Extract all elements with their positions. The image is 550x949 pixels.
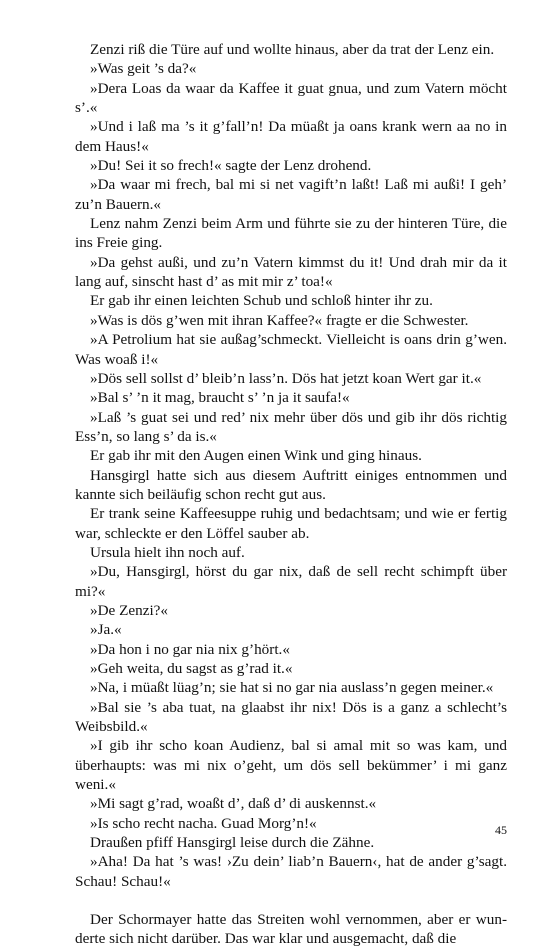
paragraph: »Du, Hansgirgl, hörst du gar nix, daß de sell recht schimpft über mi?« (75, 563, 507, 600)
text-block-upper (75, 40, 507, 891)
paragraph: »I gib ihr scho koan Audienz, bal si amal mit so was kam, und überhaupts: was mi nix o’geht, um dös sell bekümmer’ i mi ganz weni.« (75, 737, 507, 794)
paragraph: »Dera Loas da waar da Kaffee it guat gnua, und zum Vatern möcht s’.« (75, 79, 507, 117)
paragraph: Er gab ihr mit den Augen einen Wink und ging hinaus. (90, 447, 422, 465)
paragraph: »Laß ’s guat sei und red’ nix mehr über dös und gib ihr dös richtig Ess’n, so lang s’ da is.« (75, 408, 507, 445)
paragraph: Ursula hielt ihn noch auf. (90, 543, 245, 561)
paragraph: »Da hon i no gar nia nix g’hört.« (90, 640, 290, 658)
paragraph: »Dös sell sollst d’ bleib’n lass’n. Dös hat jetzt koan Wert gar it.« (90, 369, 482, 387)
paragraph: »Bal sie ’s aba tuat, na glaabst ihr nix! Dös is a ganz a schlecht’s Weibsbild.« (75, 698, 507, 736)
paragraph: »Und i laß ma ’s it g’fall’n! Da müaßt ja oans krank wern aa no in dem Haus!« (75, 118, 507, 155)
section-break (75, 891, 507, 910)
paragraph: »Was geit ’s da?« (90, 60, 197, 78)
paragraph: »Bal s’ ’n it mag, braucht s’ ’n ja it saufa!« (90, 389, 350, 407)
paragraph: »Da waar mi frech, bal mi si net vagift’n laßt! Laß mi außi! I geh’ zu’n Bauern.« (75, 176, 507, 213)
paragraph: »Aha! Da hat ’s was! ›Zu dein’ liab’n Bauern‹, hat de ander g’sagt. Schau! Schau!« (75, 853, 507, 890)
paragraph: »Da gehst außi, und zu’n Vatern kimmst du it! Und drah mir da it lang auf, sinscht hast d’ as mit mir z’ toa!« (75, 253, 507, 291)
paragraph: »Geh weita, du sagst as g’rad it.« (90, 660, 293, 677)
paragraph: Der Schormayer hatte das Streiten wohl vernommen, aber er wunderte sich nicht darüber. Das war klar und ausgemacht, daß die (75, 911, 507, 948)
paragraph: Er trank seine Kaffeesuppe ruhig und bedachtsam; und wie er fertig war, schleckte er den Löffel sauber ab. (75, 505, 507, 542)
paragraph: Lenz nahm Zenzi beim Arm und führte sie zu der hinteren Türe, die ins Freie ging. (75, 215, 507, 252)
text-block-lower (75, 910, 507, 949)
book-page-text (75, 40, 507, 949)
paragraph: »Was is dös g’wen mit ihran Kaffee?« fragte er die Schwester. (90, 311, 469, 329)
paragraph: »Is scho recht nacha. Guad Morg’n!« (90, 814, 317, 832)
paragraph: »Mi sagt g’rad, woaßt d’, daß d’ di auskennst.« (90, 795, 377, 813)
paragraph: »Ja.« (90, 621, 122, 639)
paragraph: »De Zenzi?« (90, 601, 169, 619)
paragraph: Er gab ihr einen leichten Schub und schloß hinter ihr zu. (90, 292, 433, 310)
paragraph: Hansgirgl hatte sich aus diesem Auftritt einiges entnommen und kannte sich beiläufig schon recht gut aus. (75, 466, 507, 503)
paragraph: »Du! Sei it so frech!« sagte der Lenz drohend. (90, 157, 372, 175)
paragraph: »A Petrolium hat sie außag’schmeckt. Vielleicht is oans drin g’wen. Was woaß i!« (75, 331, 507, 368)
page-number: 45 (495, 823, 507, 837)
paragraph: Zenzi riß die Türe auf und wollte hinaus, aber da trat der Lenz ein. (90, 41, 495, 58)
paragraph: Draußen pfiff Hansgirgl leise durch die Zähne. (90, 834, 375, 852)
paragraph: »Na, i müaßt lüag’n; sie hat si no gar nia auslass’n gegen meiner.« (90, 679, 494, 697)
